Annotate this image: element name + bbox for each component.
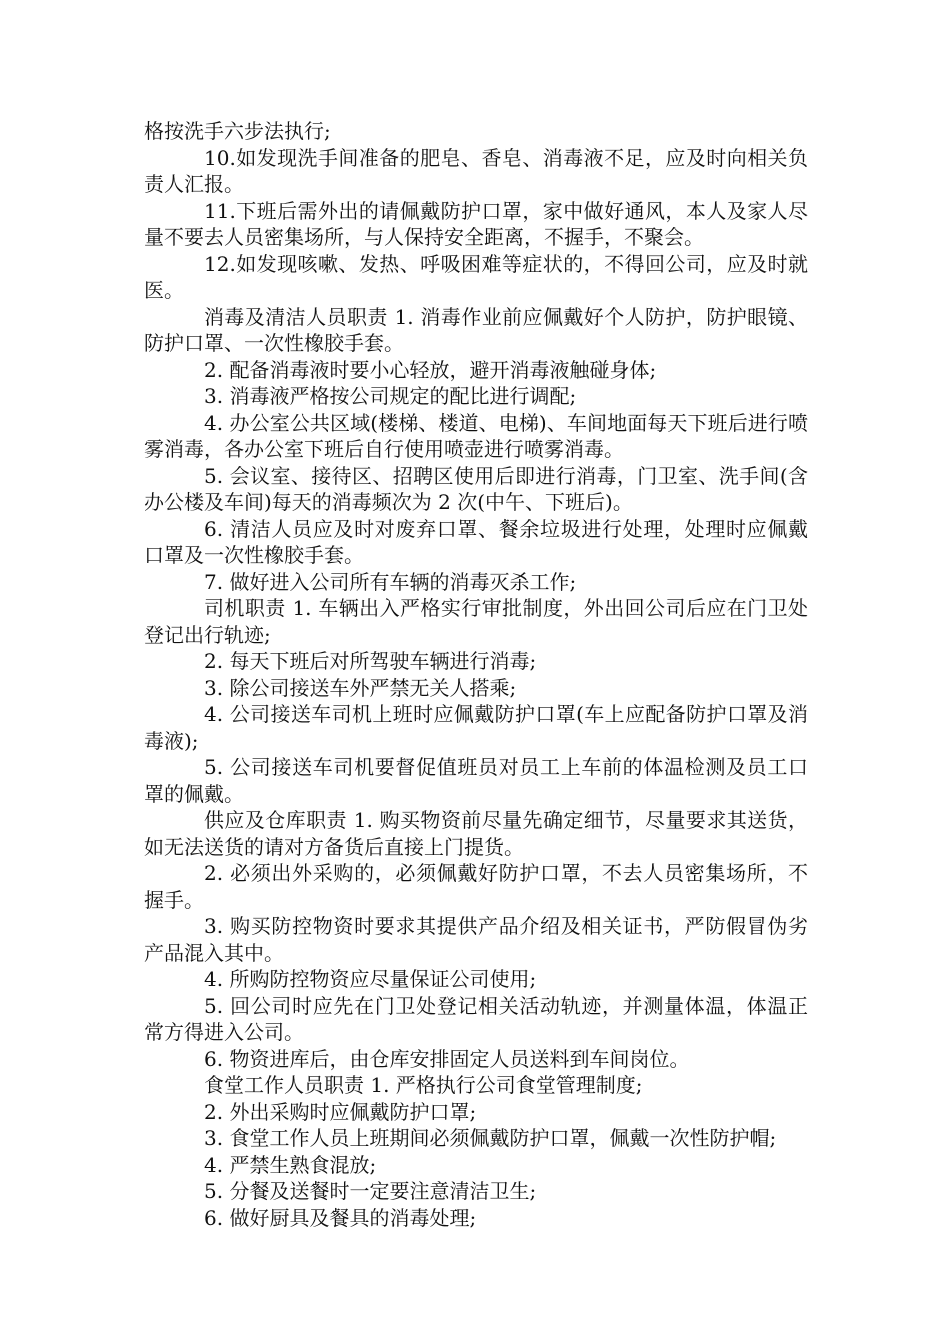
paragraph: 2. 外出采购时应佩戴防护口罩; xyxy=(204,1099,477,1124)
paragraph: 食堂工作人员职责 1. 严格执行公司食堂管理制度; xyxy=(204,1073,643,1097)
paragraph: 3. 食堂工作人员上班期间必须佩戴防护口罩，佩戴一次性防护帽; xyxy=(204,1126,777,1150)
paragraph: 格按洗手六步法执行; xyxy=(144,119,331,143)
paragraph: 5. 会议室、接待区、招聘区使用后即进行消毒，门卫室、洗手间(含办公楼及车间)每天的消毒频次为 2 次(中午、下班后)。 xyxy=(144,463,808,514)
paragraph: 4. 所购防控物资应尽量保证公司使用; xyxy=(204,967,537,991)
paragraph: 6. 物资进库后，由仓库安排固定人员送料到车间岗位。 xyxy=(204,1046,690,1071)
paragraph: 12.如发现咳嗽、发热、呼吸困难等症状的，不得回公司，应及时就医。 xyxy=(144,251,808,302)
paragraph: 6. 做好厨具及餐具的消毒处理; xyxy=(204,1205,477,1230)
paragraph: 10.如发现洗手间准备的肥皂、香皂、消毒液不足，应及时向相关负责人汇报。 xyxy=(144,145,808,196)
paragraph: 2. 每天下班后对所驾驶车辆进行消毒; xyxy=(204,649,537,673)
paragraph: 4. 严禁生熟食混放; xyxy=(204,1152,377,1177)
paragraph: 2. 配备消毒液时要小心轻放，避开消毒液触碰身体; xyxy=(204,357,657,382)
paragraph: 5. 回公司时应先在门卫处登记相关活动轨迹，并测量体温，体温正常方得进入公司。 xyxy=(144,993,808,1044)
document-page xyxy=(144,118,808,1231)
paragraph: 11.下班后需外出的请佩戴防护口罩，家中做好通风，本人及家人尽量不要去人员密集场所，与人保持安全距离，不握手，不聚会。 xyxy=(144,198,808,249)
paragraph: 消毒及清洁人员职责 1. 消毒作业前应佩戴好个人防护，防护眼镜、防护口罩、一次性橡胶手套。 xyxy=(144,304,808,355)
paragraph: 3. 除公司接送车外严禁无关人搭乘; xyxy=(204,675,517,700)
paragraph: 5. 分餐及送餐时一定要注意清洁卫生; xyxy=(204,1179,537,1203)
paragraph: 5. 公司接送车司机要督促值班员对员工上车前的体温检测及员工口罩的佩戴。 xyxy=(144,755,808,806)
paragraph: 4. 公司接送车司机上班时应佩戴防护口罩(车上应配备防护口罩及消毒液); xyxy=(144,702,808,753)
paragraph: 3. 消毒液严格按公司规定的配比进行调配; xyxy=(204,384,577,408)
paragraph: 3. 购买防控物资时要求其提供产品介绍及相关证书，严防假冒伪劣产品混入其中。 xyxy=(144,914,808,965)
paragraph: 司机职责 1. 车辆出入严格实行审批制度，外出回公司后应在门卫处登记出行轨迹; xyxy=(144,596,808,647)
paragraph: 7. 做好进入公司所有车辆的消毒灭杀工作; xyxy=(204,569,577,594)
paragraph: 2. 必须出外采购的，必须佩戴好防护口罩，不去人员密集场所，不握手。 xyxy=(144,861,808,912)
paragraph: 4. 办公室公共区域(楼梯、楼道、电梯)、车间地面每天下班后进行喷雾消毒，各办公室下班后自行使用喷壶进行喷雾消毒。 xyxy=(144,410,808,461)
paragraph: 供应及仓库职责 1. 购买物资前尽量先确定细节，尽量要求其送货，如无法送货的请对方备货后直接上门提货。 xyxy=(144,808,808,859)
paragraph: 6. 清洁人员应及时对废弃口罩、餐余垃圾进行处理，处理时应佩戴口罩及一次性橡胶手套。 xyxy=(144,516,808,567)
